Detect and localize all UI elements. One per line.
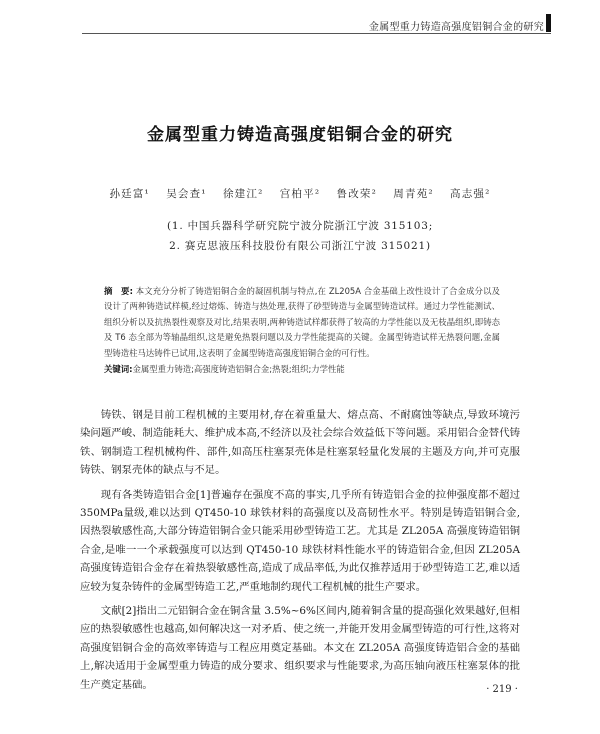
author: 吴会查¹ [166,188,207,200]
abstract [104,284,500,377]
author-list [0,186,600,201]
running-header: 金属型重力铸造高强度铝铜合金的研究 [368,22,544,33]
affiliation: 2. 赛克思液压科技股份有限公司浙江宁波 315021) [169,240,431,252]
abstract-text: 本文充分分析了铸造铝铜合金的凝固机制与特点,在 ZL205A 合金基础上改性设计了合金成分以及设计了两种铸造试样模,经过熔炼、铸造与热处理,获得了砂型铸造与金属型铸造试样。通过力学性能测试、组织分析以及抗热裂性观察及对比,结果表明,两种铸造试样都获得了较高的力学性能以及无枝晶组织,即铸态及 T6 态全部为等轴晶组织,这是避免热裂问题以及力学性能提高的关键。金属型铸造试样无热裂问题,金属型铸造柱马达铸件已试用,这表明了金属型铸造高强度铝铜合金的可行性。 [104,286,500,358]
body-text [80,406,520,700]
author: 宫柏平² [279,188,321,200]
body-paragraph: 文献[2]指出二元铝铜合金在铜含量 3.5%~6%区间内,随着铜含量的提高强化效果越好,但相应的热裂敏感性也越高,如何解决这一对矛盾、使之统一,并能开发用金属型铸造的可行性,这将对高强度铝铜合金的高效率铸造与工程应用奠定基础。本文在 ZL205A 高强度铸造铝合金的基础上,解决适用于金属型重力铸造的成分要求、组织要求与性能要求,为高压轴向液压柱塞泵体的批生产奠定基础。 [80,605,520,691]
keywords-label: 关键词: [104,364,133,375]
keywords-text: 金属型重力铸造;高强度铸造铝铜合金;热裂;组织;力学性能 [132,364,345,375]
author: 孙廷富¹ [109,188,150,200]
paper-title: 金属型重力铸造高强度铝铜合金的研究 [147,125,453,145]
affiliation: (1. 中国兵器科学研究院宁波分院浙江宁波 315103; [166,220,434,232]
author: 徐建江² [222,188,264,200]
body-paragraph: 现有各类铸造铝合金[1]普遍存在强度不高的事实,几乎所有铸造铝合金的拉伸强度都不超过350MPa量级,难以达到 QT450-10 球铁材料的高强度以及高韧性水平。特别是铸造铝铜合金,因热裂敏感性高,大部分铸造铝铜合金只能采用砂型铸造工艺。尤其是 ZL205A 高强度铸造铝铜合金,是唯一一个承载强度可以达到 QT450-10 球铁材料性能水平的铸造铝合金,但因 ZL205A 高强度铸造铝合金存在着热裂敏感性高,造成了成品率低,为此仅推荐适用于砂型铸造工艺,难以适应较为复杂铸件的金属型铸造工艺,严重地制约现代工程机械的批生产要求。 [80,488,520,593]
author: 周青苑² [393,188,434,200]
body-paragraph: 铸铁、钢是目前工程机械的主要用材,存在着重量大、熔点高、不耐腐蚀等缺点,导致环境污染问题严峻、制造能耗大、维护成本高,不经济以及社会综合效益低下等问题。采用铝合金替代铸铁、钢制造工程机械构件、部件,如高压柱塞泵壳体是柱塞泵轻量化发展的主题及方向,并可克服铸铁、钢泵壳体的缺点与不足。 [80,409,520,477]
keywords [104,362,500,377]
header-mark [546,14,551,32]
abstract-body [104,284,500,361]
page-number: · 219 · [486,684,518,695]
abstract-label: 摘 要: [104,286,133,296]
author: 高志强² [450,188,491,200]
author: 鲁改荣² [336,188,378,200]
header-rule [82,33,551,34]
